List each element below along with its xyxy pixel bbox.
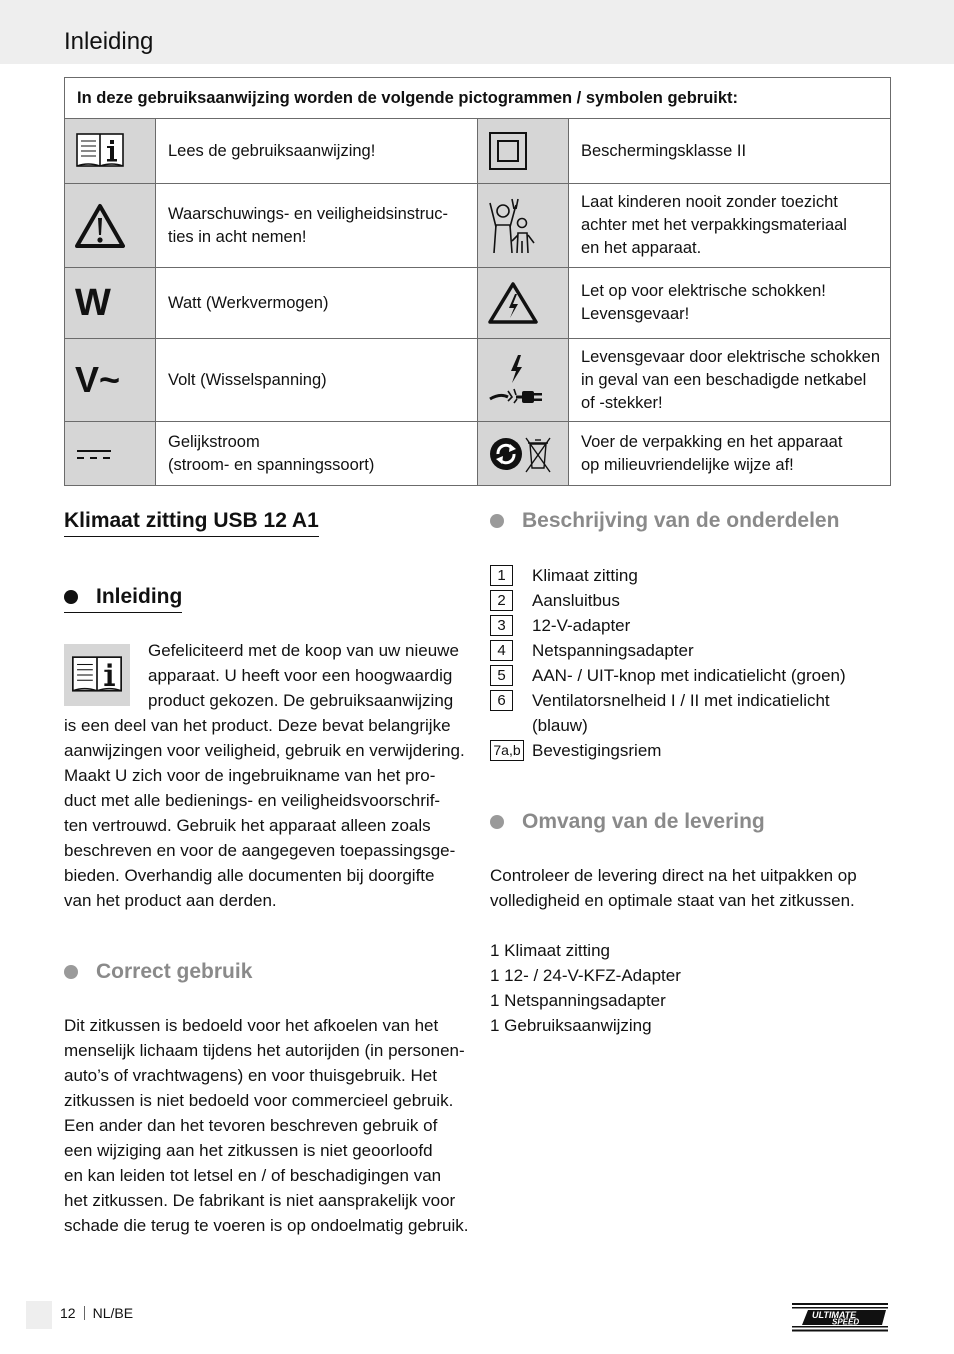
recycling-disposal-icon <box>478 422 569 486</box>
parts-list <box>490 563 846 763</box>
intro-line: van het product aan derden. <box>64 891 277 910</box>
symbols-table-heading: In deze gebruiksaanwijzing worden de volgende pictogrammen / symbolen gebruikt: <box>65 78 891 119</box>
part-label: Ventilatorsnelheid I / II met indicatielicht (blauw) <box>532 691 830 735</box>
list-item <box>490 613 846 638</box>
delivery-heading-text: Omvang van de levering <box>522 810 765 833</box>
correct-use-line: het zitkussen. De fabrikant is niet aansprakelijk voor <box>64 1191 456 1210</box>
part-number: 6 <box>490 690 513 711</box>
damaged-cable-shock-icon <box>478 339 569 422</box>
intro-line: aanwijzingen voor veiligheid, gebruik en verwijdering. <box>64 741 465 760</box>
correct-use-line: auto’s of vrachtwagens) en voor thuisgebruik. Het <box>64 1066 437 1085</box>
symbol-text-content: Gelijkstroom (stroom- en spanningssoort) <box>168 432 375 474</box>
volt-ac-symbol-icon <box>65 339 156 422</box>
part-number: 2 <box>490 590 513 611</box>
warning-triangle-icon <box>65 184 156 268</box>
symbol-text <box>156 422 478 486</box>
part-label: AAN- / UIT-knop met indicatielicht (groen) <box>532 666 846 685</box>
symbol-text <box>569 184 891 268</box>
part-label: Bevestigingsriem <box>532 741 662 760</box>
bullet-dot <box>490 514 504 528</box>
correct-use-heading <box>64 960 252 984</box>
svg-text:ULTIMATE: ULTIMATE <box>812 1310 857 1320</box>
part-number: 7a,b <box>490 740 524 761</box>
page-number: 12 <box>60 1305 76 1321</box>
protection-class-ii-icon <box>478 119 569 184</box>
list-item <box>490 563 846 588</box>
bullet-dot <box>64 965 78 979</box>
list-item <box>490 663 846 688</box>
list-item: 1 Gebruiksaanwijzing <box>490 1016 652 1035</box>
book-info-icon <box>65 119 156 184</box>
symbols-table <box>64 77 891 486</box>
list-item <box>490 688 846 738</box>
symbol-text: Lees de gebruiksaanwijzing! <box>156 119 478 184</box>
intro-line: Maakt U zich voor de ingebruikname van het pro- <box>64 766 436 785</box>
symbol-text-content: Let op voor elektrische schokken! Levensgevaar! <box>581 282 826 323</box>
symbol-text <box>569 268 891 339</box>
symbol-text-content: Laat kinderen nooit zonder toezicht achter met het verpakkingsmateriaal en het apparaat. <box>581 193 847 257</box>
list-item: 1 Klimaat zitting <box>490 941 610 960</box>
list-item <box>490 638 846 663</box>
correct-use-line: schade die terug te voeren is op ondoelmatig gebruik. <box>64 1216 469 1235</box>
correct-use-heading-text: Correct gebruik <box>96 960 253 983</box>
watt-symbol-icon <box>65 268 156 339</box>
correct-use-line: een wijziging aan het zitkussen is niet geoorloofd <box>64 1141 433 1160</box>
parts-heading-text: Beschrijving van de onderdelen <box>522 509 840 532</box>
intro-heading-text: Inleiding <box>96 585 183 608</box>
footer <box>60 1305 133 1321</box>
child-supervision-icon <box>478 184 569 268</box>
delivery-line: Controleer de levering direct na het uitpakken op <box>490 866 857 885</box>
intro-line: bieden. Overhandig alle documenten bij doorgifte <box>64 866 435 885</box>
volt-ac-symbol: V~ <box>75 359 121 400</box>
bullet-dot <box>64 590 78 604</box>
intro-line: is een deel van het product. Deze bevat belangrijke <box>64 716 451 735</box>
intro-line: ten vertrouwd. Gebruik het apparaat alleen zoals <box>64 816 431 835</box>
intro-line: Gefeliciteerd met de koop van uw nieuwe <box>148 641 459 660</box>
list-item <box>490 588 846 613</box>
symbol-text-content: Waarschuwings- en veiligheidsinstruc- ties in acht nemen! <box>168 204 449 246</box>
correct-use-line: Een ander dan het tevoren beschreven gebruik of <box>64 1116 438 1135</box>
symbol-text-content: Voer de verpakking en het apparaat op milieuvriendelijke wijze af! <box>581 432 843 474</box>
intro-line: apparaat. U heeft voor een hoogwaardig <box>148 666 453 685</box>
symbol-text: Beschermingsklasse II <box>569 119 891 184</box>
watt-symbol: W <box>75 281 111 324</box>
symbol-text-content: Levensgevaar door elektrische schokken in geval van een beschadigde netkabel of -stekker! <box>581 347 881 412</box>
correct-use-line: en kan leiden tot letsel en / of beschadigingen van <box>64 1166 442 1185</box>
symbol-text <box>569 422 891 486</box>
part-number: 3 <box>490 615 513 636</box>
correct-use-line: zitkussen is niet bedoeld voor commercieel gebruik. <box>64 1091 454 1110</box>
footer-divider <box>84 1306 85 1320</box>
bullet-dot <box>490 815 504 829</box>
part-label: 12-V-adapter <box>532 616 631 635</box>
list-item <box>490 738 846 763</box>
svg-text:SPEED: SPEED <box>832 1317 860 1327</box>
intro-line: product gekozen. De gebruiksaanwijzing <box>148 691 454 710</box>
correct-use-line: menselijk lichaam tijdens het autorijden (in personen- <box>64 1041 465 1060</box>
part-label: Klimaat zitting <box>532 566 638 585</box>
part-label: Netspanningsadapter <box>532 641 694 660</box>
list-item: 1 12- / 24-V-KFZ-Adapter <box>490 966 681 985</box>
intro-heading <box>64 585 182 613</box>
delivery-line: volledigheid en optimale staat van het zitkussen. <box>490 891 855 910</box>
book-info-icon <box>64 644 130 706</box>
electric-shock-warning-icon <box>478 268 569 339</box>
part-number: 1 <box>490 565 513 586</box>
list-item: 1 Netspanningsadapter <box>490 991 666 1010</box>
direct-current-icon <box>65 422 156 486</box>
part-number: 5 <box>490 665 513 686</box>
correct-use-line: Dit zitkussen is bedoeld voor het afkoelen van het <box>64 1016 439 1035</box>
part-number: 4 <box>490 640 513 661</box>
symbol-text: Volt (Wisselspanning) <box>156 339 478 422</box>
symbol-text <box>569 339 891 422</box>
product-title: Klimaat zitting USB 12 A1 <box>64 509 319 537</box>
page-title: Inleiding <box>64 28 154 55</box>
symbol-text: Watt (Werkvermogen) <box>156 268 478 339</box>
locale-label: NL/BE <box>92 1305 134 1321</box>
delivery-heading <box>490 810 765 834</box>
part-label: Aansluitbus <box>532 591 620 610</box>
intro-line: beschreven en voor de aangegeven toepassingsge- <box>64 841 456 860</box>
parts-heading <box>490 509 839 533</box>
symbol-text <box>156 184 478 268</box>
delivery-list <box>490 938 681 1038</box>
intro-line: duct met alle bedienings- en veiligheidsvoorschrif- <box>64 791 441 810</box>
footer-marker <box>26 1301 52 1329</box>
brand-logo-icon <box>790 1301 890 1338</box>
